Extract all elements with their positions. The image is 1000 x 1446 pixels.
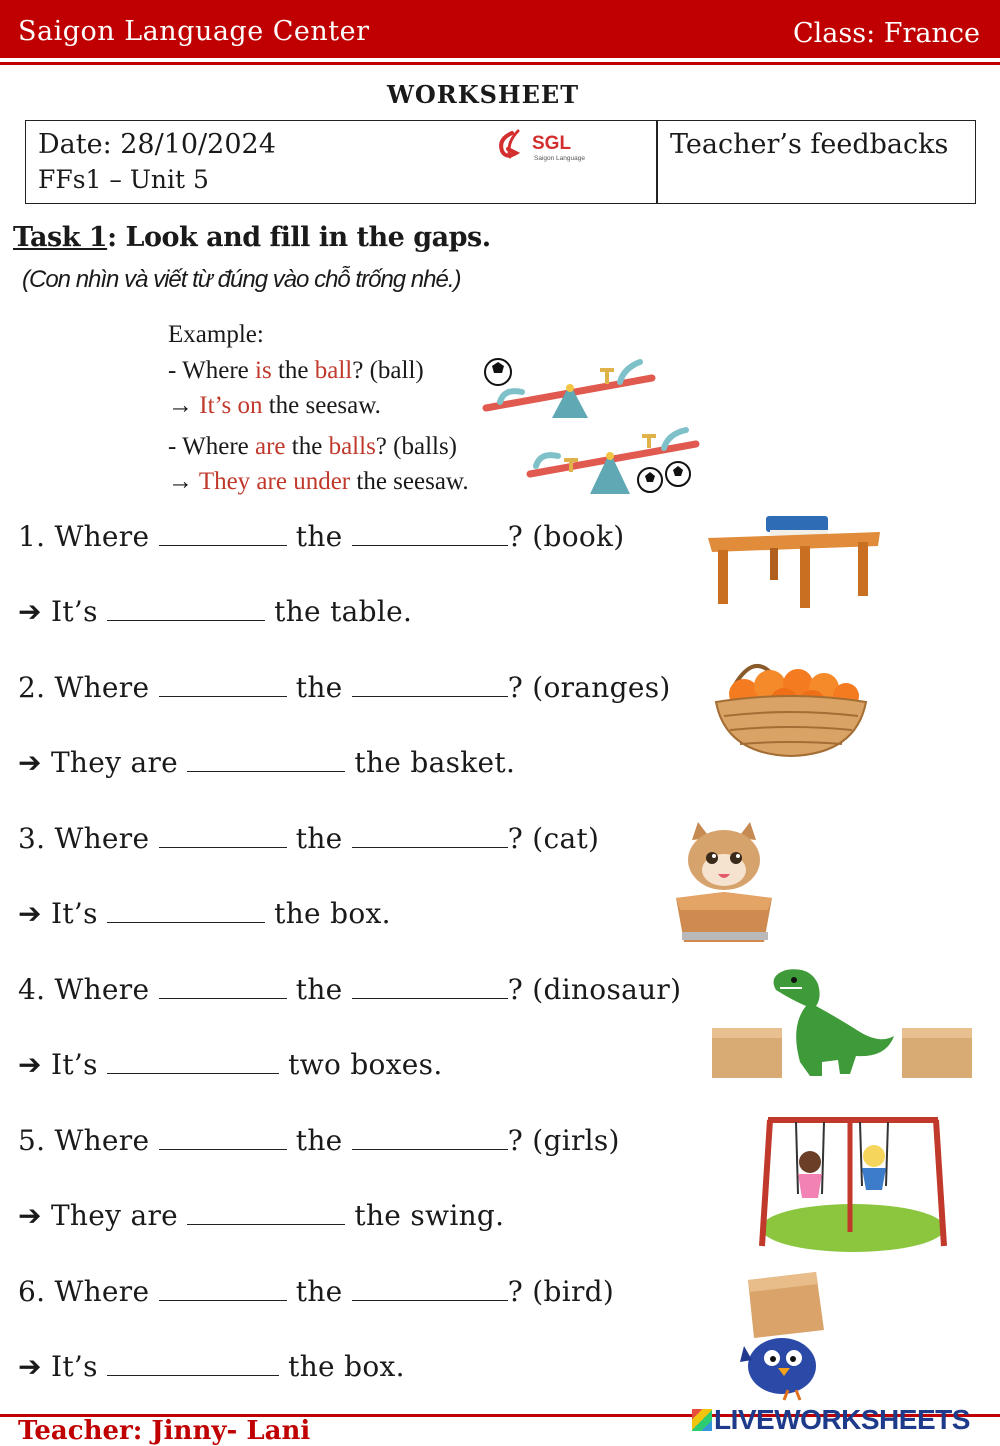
- question-the: the: [295, 520, 343, 553]
- question-hint: ? (cat): [507, 822, 600, 855]
- teacher-credit: Teacher: Jinny- Lani: [18, 1416, 311, 1446]
- info-divider: [656, 121, 658, 203]
- question-6: [18, 1275, 614, 1308]
- question-prefix: 3. Where: [18, 822, 150, 855]
- task-subtitle: (Con nhìn và viết từ đúng vào chỗ trống nhé.): [22, 266, 461, 293]
- noun-blank[interactable]: [352, 1127, 508, 1150]
- liveworksheets-logo-icon: [692, 1409, 712, 1431]
- preposition-blank[interactable]: [107, 1051, 279, 1074]
- question-2: [18, 671, 671, 704]
- question-prefix: 5. Where: [18, 1124, 150, 1157]
- question-hint: ? (book): [507, 520, 625, 553]
- unit-text: FFs1 – Unit 5: [38, 165, 209, 194]
- question-the: the: [295, 1124, 343, 1157]
- answer-prefix: ➔ It’s: [18, 595, 98, 628]
- answer-prefix: ➔ It’s: [18, 897, 98, 930]
- dinosaur-between-boxes-icon: [710, 966, 976, 1082]
- question-4: [18, 973, 681, 1006]
- example-block: [168, 320, 708, 502]
- noun-blank[interactable]: [352, 976, 508, 999]
- answer-suffix: the table.: [274, 595, 413, 628]
- answer-prefix: ➔ They are: [18, 746, 179, 779]
- answer-prefix: ➔ They are: [18, 1199, 179, 1232]
- bird-under-box-icon: [738, 1270, 830, 1402]
- header-divider: [0, 62, 1000, 65]
- answer-suffix: the basket.: [354, 746, 516, 779]
- answer-6: [18, 1350, 405, 1383]
- question-the: the: [295, 973, 343, 1006]
- question-3: [18, 822, 599, 855]
- preposition-blank[interactable]: [187, 749, 345, 772]
- basket-of-oranges-icon: [712, 654, 870, 760]
- answer-2: [18, 746, 515, 779]
- question-the: the: [295, 1275, 343, 1308]
- example-label: Example:: [168, 321, 264, 348]
- table-with-book-icon: [704, 512, 886, 612]
- noun-blank[interactable]: [352, 1278, 508, 1301]
- seesaw-balls-under-icon: [524, 416, 704, 502]
- answer-suffix: two boxes.: [288, 1048, 443, 1081]
- answer-4: [18, 1048, 443, 1081]
- task-title: Task 1: Look and fill in the gaps.: [13, 222, 491, 253]
- answer-suffix: the box.: [288, 1350, 405, 1383]
- center-name: Saigon Language Center: [18, 16, 370, 47]
- question-1: [18, 520, 625, 553]
- question-prefix: 6. Where: [18, 1275, 150, 1308]
- preposition-blank[interactable]: [187, 1202, 345, 1225]
- date-text: Date: 28/10/2024: [38, 129, 276, 160]
- seesaw-ball-on-icon: [480, 342, 660, 422]
- question-hint: ? (oranges): [507, 671, 671, 704]
- preposition-blank[interactable]: [107, 900, 265, 923]
- answer-prefix: ➔ It’s: [18, 1350, 98, 1383]
- verb-blank[interactable]: [159, 825, 287, 848]
- svg-text:Saigon Language: Saigon Language: [534, 155, 585, 162]
- answer-3: [18, 897, 391, 930]
- question-hint: ? (bird): [507, 1275, 615, 1308]
- liveworksheets-brand: LIVEWORKSHEETS: [692, 1404, 970, 1436]
- example-q1: - Where is the ball? (ball): [168, 357, 424, 384]
- noun-blank[interactable]: [352, 674, 508, 697]
- verb-blank[interactable]: [159, 1127, 287, 1150]
- verb-blank[interactable]: [159, 674, 287, 697]
- answer-suffix: the swing.: [354, 1199, 505, 1232]
- answer-prefix: ➔ It’s: [18, 1048, 98, 1081]
- cat-in-box-icon: [668, 820, 780, 946]
- info-box: [25, 120, 976, 204]
- question-hint: ? (girls): [507, 1124, 620, 1157]
- class-label: Class: France: [792, 18, 980, 49]
- answer-suffix: the box.: [274, 897, 391, 930]
- example-a1: → It’s on the seesaw.: [168, 392, 381, 419]
- preposition-blank[interactable]: [107, 1353, 279, 1376]
- girls-on-swing-icon: [758, 1112, 948, 1254]
- question-prefix: 2. Where: [18, 671, 150, 704]
- question-prefix: 4. Where: [18, 973, 150, 1006]
- question-prefix: 1. Where: [18, 520, 150, 553]
- sgl-logo-icon: [494, 127, 594, 167]
- verb-blank[interactable]: [159, 1278, 287, 1301]
- worksheet-title: WORKSHEET: [386, 80, 580, 109]
- question-5: [18, 1124, 620, 1157]
- noun-blank[interactable]: [352, 825, 508, 848]
- header-bar: [0, 0, 1000, 58]
- example-q2: - Where are the balls? (balls): [168, 433, 458, 460]
- svg-text:SGL: SGL: [532, 133, 572, 154]
- verb-blank[interactable]: [159, 976, 287, 999]
- noun-blank[interactable]: [352, 523, 508, 546]
- answer-5: [18, 1199, 504, 1232]
- example-a2: → They are under the seesaw.: [168, 468, 469, 495]
- feedback-label: Teacher’s feedbacks: [670, 129, 949, 160]
- question-hint: ? (dinosaur): [507, 973, 682, 1006]
- question-the: the: [295, 822, 343, 855]
- preposition-blank[interactable]: [107, 598, 265, 621]
- verb-blank[interactable]: [159, 523, 287, 546]
- answer-1: [18, 595, 412, 628]
- question-the: the: [295, 671, 343, 704]
